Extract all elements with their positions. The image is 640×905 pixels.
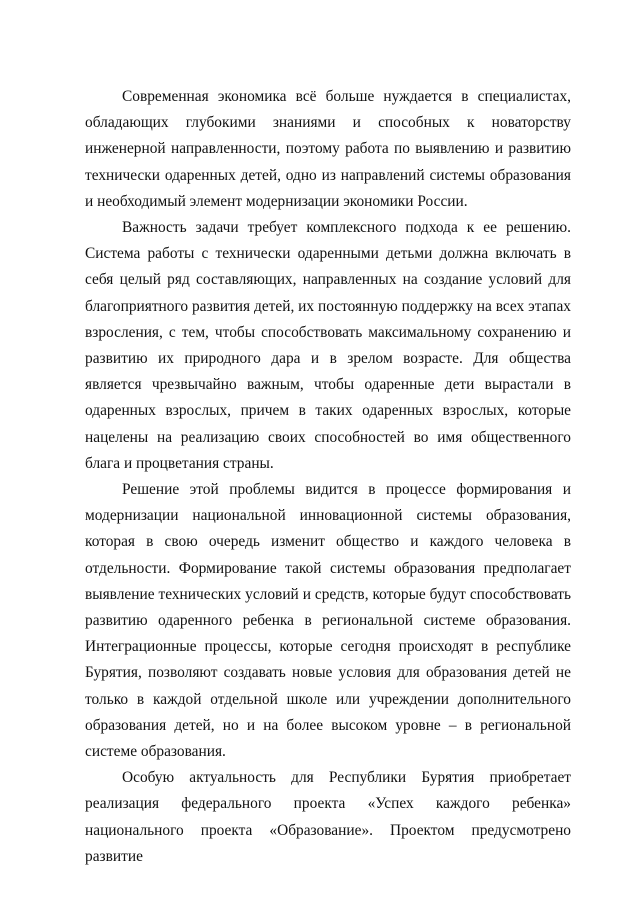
paragraph-3: Решение этой проблемы видится в процессе формирования и модернизации национальной инновационной системы образования, которая в свою очередь изменит общество и каждого человека в отдельности. Формирование такой системы образования предполагает выявление технических условий и средств, которые будут способствовать развитию одаренного ребенка в региональной системе образования. Интеграционные процессы, которые сегодня происходят в республике Бурятия, позволяют создавать новые условия для образования детей не только в каждой отдельной школе или учреждении дополнительного образования детей, но и на более высоком уровне – в региональной системе образования. — [85, 481, 571, 761]
paragraph-1: Современная экономика всё больше нуждается в специалистах, обладающих глубокими знаниями и способных к новаторству инженерной направленности, поэтому работа по выявлению и развитию технически одаренных детей, одно из направлений системы образования и необходимый элемент модернизации экономики России. — [85, 88, 571, 210]
document-page — [85, 84, 571, 870]
paragraph-4: Особую актуальность для Республики Бурятия приобретает реализация федерального проекта «Успех каждого ребенка» национального проекта «Образование». Проектом предусмотрено развитие — [85, 769, 571, 865]
paragraph-2: Важность задачи требует комплексного подхода к ее решению. Система работы с технически одаренными детьми должна включать в себя целый ряд составляющих, направленных на создание условий для благоприятного развития детей, их постоянную поддержку на всех этапах взросления, с тем, чтобы способствовать максимальному сохранению и развитию их природного дара и в зрелом возрасте. Для общества является чрезвычайно важным, чтобы одаренные дети вырастали в одаренных взрослых, причем в таких одаренных взрослых, которые нацелены на реализацию своих способностей во имя общественного блага и процветания страны. — [85, 219, 571, 472]
